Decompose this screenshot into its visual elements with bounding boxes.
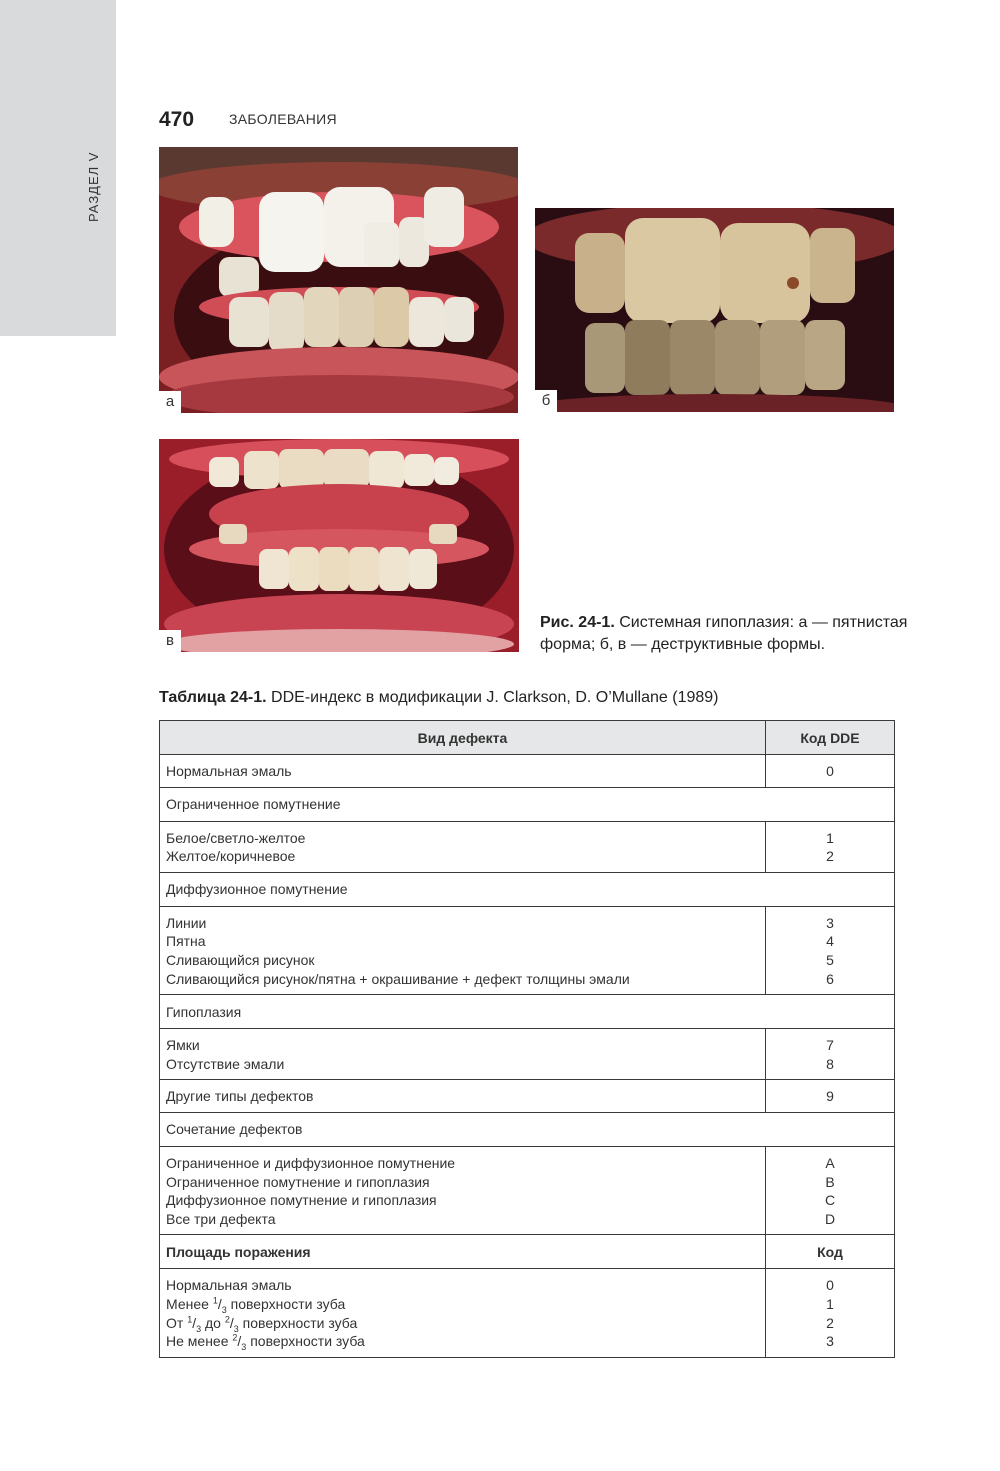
defect-descriptions (160, 1029, 766, 1080)
defect-type: Пятна (166, 933, 206, 950)
photo-v (159, 439, 519, 652)
defect-type: Линии (166, 914, 207, 931)
area-header-label: Площадь поражения (160, 1235, 766, 1269)
figure-caption (540, 612, 910, 656)
table-row (160, 1029, 895, 1080)
area-code: 2 (826, 1314, 834, 1331)
caption-text-2: форма; б, в — деструктивные формы. (540, 636, 826, 653)
area-line-3: От $^1/_3$ до $^2/_3$ поверхности зуба (166, 1313, 358, 1334)
table-group-row (160, 995, 895, 1029)
area-header-row (160, 1235, 895, 1269)
defect-type: Белое/светло-желтое (166, 829, 306, 846)
area-codes (766, 1269, 895, 1357)
dde-code: 5 (826, 951, 834, 968)
defect-codes (766, 821, 895, 872)
area-code: 3 (826, 1333, 834, 1350)
area-row (160, 1269, 895, 1357)
caption-text-1: Системная гипоплазия: а — пятнистая (614, 614, 908, 631)
page-number: 470 (159, 108, 195, 131)
table-row (160, 821, 895, 872)
photo-b-label: б (535, 390, 557, 412)
defect-codes (766, 1080, 895, 1113)
figure-id: Рис. 24-1. (540, 614, 615, 631)
defect-type: Отсутствие эмали (166, 1055, 285, 1072)
table-row (160, 755, 895, 788)
area-line-2: Менее $^1/_3$ поверхности зуба (166, 1295, 346, 1315)
defect-descriptions (160, 1080, 766, 1113)
photo-a-label: а (159, 391, 181, 413)
area-line-1: Нормальная эмаль (166, 1277, 292, 1294)
dde-code: 4 (826, 933, 834, 950)
group-label: Гипоплазия (160, 995, 895, 1029)
photo-a (159, 147, 518, 413)
defect-codes (766, 906, 895, 994)
defect-descriptions (160, 906, 766, 994)
dde-code: B (825, 1173, 835, 1190)
defect-type: Сливающийся рисунок/пятна + окрашивание + дефект толщины эмали (166, 970, 630, 987)
defect-type: Сливающийся рисунок (166, 951, 315, 968)
table-id: Таблица 24-1. (159, 689, 267, 706)
defect-type: Диффузионное помутнение и гипоплазия (166, 1192, 437, 1209)
area-descriptions (160, 1269, 766, 1357)
section-label: РАЗДЕЛ V (86, 151, 101, 222)
area-code: 0 (826, 1277, 834, 1294)
table-group-row (160, 872, 895, 906)
area-code: 1 (826, 1295, 834, 1312)
dde-code: 3 (826, 914, 834, 931)
dde-code: C (824, 1192, 836, 1209)
dde-code: 2 (826, 848, 834, 865)
header-defect-type: Вид дефекта (160, 721, 766, 755)
dde-code: A (825, 1154, 835, 1171)
defect-descriptions (160, 1146, 766, 1234)
table-row (160, 906, 895, 994)
header-code: Код DDE (766, 721, 895, 755)
dde-code: 7 (826, 1037, 834, 1054)
defect-type: Все три дефекта (166, 1210, 276, 1227)
defect-type: Другие типы дефектов (166, 1088, 314, 1105)
table-title-text: DDE-индекс в модификации J. Clarkson, D. O’Mullane (1989) (266, 689, 719, 706)
photo-b (535, 208, 894, 412)
area-header-code: Код (766, 1235, 895, 1269)
defect-type: Ямки (166, 1037, 200, 1054)
dde-code: 8 (826, 1055, 834, 1072)
table-group-row (160, 1112, 895, 1146)
defect-type: Нормальная эмаль (166, 763, 292, 779)
table-title (159, 689, 718, 707)
defect-type: Ограниченное помутнение и гипоплазия (166, 1173, 430, 1190)
photo-v-label: в (159, 630, 181, 652)
dde-table (159, 720, 895, 1358)
defect-codes (766, 1029, 895, 1080)
table-row (160, 1080, 895, 1113)
defect-codes (766, 755, 895, 788)
table-group-row (160, 787, 895, 821)
running-head: ЗАБОЛЕВАНИЯ (229, 111, 337, 127)
table-header-row (160, 721, 895, 755)
group-label: Сочетание дефектов (160, 1112, 895, 1146)
area-line-4: Не менее $^2/_3$ поверхности зуба (166, 1332, 365, 1352)
defect-codes (766, 1146, 895, 1234)
dde-code: 0 (826, 763, 834, 779)
defect-type: Ограниченное и диффузионное помутнение (166, 1154, 456, 1171)
group-label: Диффузионное помутнение (160, 872, 895, 906)
table-row (160, 1146, 895, 1234)
dde-code: 6 (826, 970, 834, 987)
dde-code: 9 (826, 1088, 834, 1105)
group-label: Ограниченное помутнение (160, 787, 895, 821)
dde-code: 1 (826, 829, 834, 846)
defect-descriptions (160, 755, 766, 788)
defect-descriptions (160, 821, 766, 872)
dde-code: D (824, 1210, 836, 1227)
defect-type: Желтое/коричневое (166, 848, 296, 865)
